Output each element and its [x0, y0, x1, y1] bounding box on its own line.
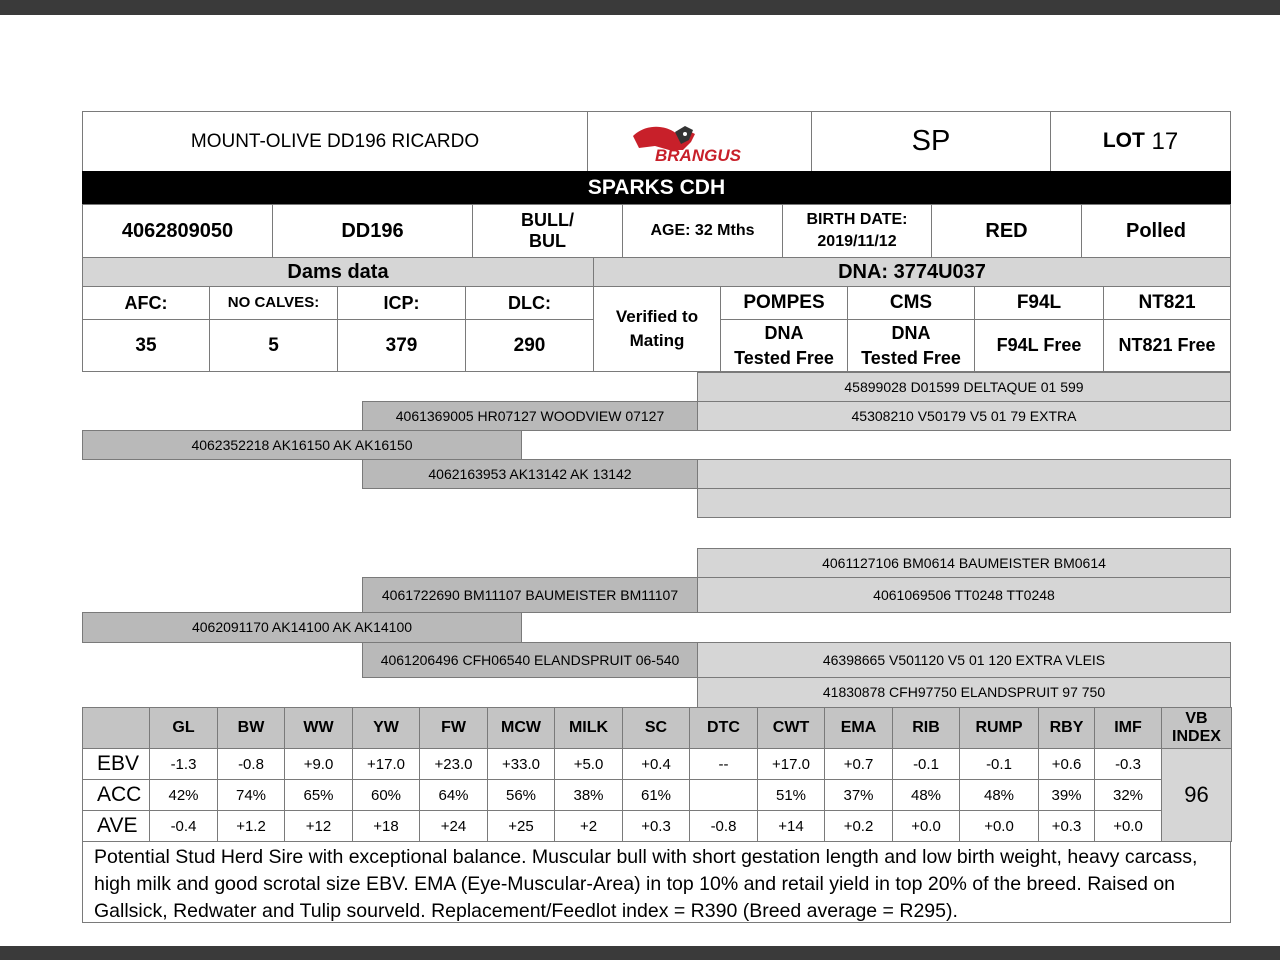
col-header: FW: [420, 708, 488, 749]
cms-result: [847, 319, 975, 372]
pompes-result-line1: DNA: [764, 322, 804, 343]
cms-result-line1: DNA: [891, 322, 931, 343]
table-cell: [690, 780, 758, 811]
vb-index-value: 96: [1162, 749, 1232, 842]
color-cell: [931, 204, 1082, 258]
table-cell: +0.6: [1039, 749, 1095, 780]
lot-number: 17: [1151, 127, 1179, 155]
table-cell: +25: [488, 811, 555, 842]
ped-sss-text: 45899028 D01599 DELTAQUE 01 599: [844, 378, 1084, 395]
top-window-bar: [0, 0, 1280, 15]
icp-header-text: ICP:: [383, 292, 420, 313]
icp-value: [337, 319, 466, 372]
table-cell: +17.0: [758, 749, 825, 780]
col-header: RIB: [893, 708, 960, 749]
nt821-result-text: NT821 Free: [1118, 335, 1216, 356]
afc-value-text: 35: [135, 334, 157, 356]
table-cell: -0.1: [893, 749, 960, 780]
no-calves-value-text: 5: [268, 334, 279, 356]
ped-dds-text: 46398665 V501120 V5 01 120 EXTRA VLEIS: [822, 651, 1106, 668]
table-cell: +23.0: [420, 749, 488, 780]
table-cell: +33.0: [488, 749, 555, 780]
birth-date-label: BIRTH DATE:: [806, 210, 908, 228]
table-cell: 65%: [285, 780, 353, 811]
table-cell: +12: [285, 811, 353, 842]
col-header: RUMP: [960, 708, 1039, 749]
col-header: RBY: [1039, 708, 1095, 749]
table-cell: 48%: [960, 780, 1039, 811]
afc-header-text: AFC:: [124, 292, 168, 313]
cms-header-text: CMS: [889, 292, 933, 314]
table-cell: 42%: [150, 780, 218, 811]
ped-ds-text: 4061722690 BM11107 BAUMEISTER BM11107: [381, 586, 679, 603]
tag-number-text: DD196: [341, 219, 404, 242]
ave-row: [83, 811, 1232, 842]
row-label: ACC: [83, 780, 150, 811]
acc-row: [83, 780, 1232, 811]
f94l-result: [974, 319, 1104, 372]
animal-name-text: MOUNT-OLIVE DD196 RICARDO: [190, 130, 480, 152]
table-cell: -0.4: [150, 811, 218, 842]
table-cell: 60%: [353, 780, 420, 811]
ebv-row: [83, 749, 1232, 780]
table-cell: 38%: [555, 780, 623, 811]
col-header: GL: [150, 708, 218, 749]
table-cell: -0.8: [218, 749, 285, 780]
f94l-header-text: F94L: [1016, 292, 1062, 314]
ped-dd-text: 4061206496 CFH06540 ELANDSPRUIT 06-540: [380, 651, 680, 668]
pedigree-sire-dam: [362, 459, 698, 489]
ebv-header-row: [83, 708, 1232, 749]
vb-label-line2: INDEX: [1172, 728, 1221, 745]
table-cell: 51%: [758, 780, 825, 811]
col-header: MCW: [488, 708, 555, 749]
code-text: SP: [911, 124, 951, 157]
ped-sd-text: 4062163953 AK13142 AK 13142: [428, 465, 632, 482]
breeder-bar: [82, 171, 1231, 205]
pedigree-sire-dam-sire: [697, 459, 1231, 489]
dams-title-text: Dams data: [287, 260, 389, 283]
horn-cell: [1081, 204, 1231, 258]
nt821-header-text: NT821: [1138, 292, 1196, 314]
table-cell: +0.3: [623, 811, 690, 842]
horn-text: Polled: [1125, 219, 1186, 242]
bull-logo-icon: [625, 120, 775, 164]
table-cell: +24: [420, 811, 488, 842]
svg-text:BRANGUS: BRANGUS: [654, 145, 741, 164]
row-label: AVE: [83, 811, 150, 842]
table-cell: +9.0: [285, 749, 353, 780]
tag-number: [272, 204, 473, 258]
table-cell: +17.0: [353, 749, 420, 780]
ped-ss-text: 4061369005 HR07127 WOODVIEW 07127: [395, 407, 665, 424]
ped-s-text: 4062352218 AK16150 AK AK16150: [191, 436, 413, 453]
table-cell: +5.0: [555, 749, 623, 780]
sex-line2: BUL: [529, 231, 566, 251]
pedigree-dam-sire-sire: [697, 548, 1231, 578]
vb-index-header: [1162, 708, 1232, 749]
brangus-logo: [587, 111, 812, 172]
vb-label-line1: VB: [1185, 710, 1208, 728]
bottom-window-bar: [0, 946, 1280, 960]
table-cell: +0.0: [1095, 811, 1162, 842]
ped-dsd-text: 4061069506 TT0248 TT0248: [873, 586, 1055, 603]
dlc-header: [465, 286, 594, 320]
table-cell: +18: [353, 811, 420, 842]
table-cell: +0.7: [825, 749, 893, 780]
reg-number-text: 4062809050: [121, 219, 234, 242]
pedigree-dam-sire-dam: [697, 577, 1231, 613]
table-cell: 37%: [825, 780, 893, 811]
animal-name: [82, 111, 588, 172]
no-calves-header: [209, 286, 338, 320]
pedigree-sire-sire-dam: [697, 401, 1231, 431]
birth-date-value: 2019/11/12: [817, 233, 897, 250]
dlc-value: [465, 319, 594, 372]
verified-to-mating: [593, 286, 721, 372]
table-cell: +0.4: [623, 749, 690, 780]
afc-value: [82, 319, 210, 372]
ebv-table: [82, 707, 1232, 842]
table-cell: 64%: [420, 780, 488, 811]
sex-line1: BULL/: [521, 210, 574, 231]
pedigree-dam: [82, 612, 522, 643]
description-box: [82, 841, 1231, 923]
pompes-header: [720, 286, 848, 320]
table-cell: -0.3: [1095, 749, 1162, 780]
nt821-header: [1103, 286, 1231, 320]
table-cell: 48%: [893, 780, 960, 811]
table-cell: 32%: [1095, 780, 1162, 811]
icp-value-text: 379: [385, 334, 418, 356]
table-cell: +2: [555, 811, 623, 842]
table-cell: -1.3: [150, 749, 218, 780]
age-cell: [622, 204, 783, 258]
verified-line1: Verified to: [615, 307, 699, 327]
col-header: MILK: [555, 708, 623, 749]
pompes-result: [720, 319, 848, 372]
table-cell: 61%: [623, 780, 690, 811]
birth-date-cell: [782, 204, 932, 258]
verified-line2: Mating: [629, 331, 685, 350]
table-cell: --: [690, 749, 758, 780]
pedigree-sire-sire: [362, 401, 698, 431]
col-header: IMF: [1095, 708, 1162, 749]
no-calves-value: [209, 319, 338, 372]
cms-header: [847, 286, 975, 320]
table-cell: +14: [758, 811, 825, 842]
f94l-header: [974, 286, 1104, 320]
pompes-result-line2: Tested Free: [734, 347, 834, 368]
table-cell: +0.0: [960, 811, 1039, 842]
pedigree-dam-sire: [362, 577, 698, 613]
afc-header: [82, 286, 210, 320]
pedigree-dam-dam-sire: [697, 642, 1231, 678]
pedigree-sire-sire-sire: [697, 372, 1231, 402]
description-text: Potential Stud Herd Sire with exceptional balance. Muscular bull with short gestation length and low birth weight, heavy carcass, high milk and good scrotal size EBV. EMA (Eye-Muscular-Area) in top 10% and retail yield in top 20% of the breed. Raised on Gallsick, Redwater and Tulip sourveld. Replacement/Feedlot index = R390 (Breed average = R295).: [94, 846, 1198, 922]
col-header: YW: [353, 708, 420, 749]
ped-ssd-text: 45308210 V50179 V5 01 79 EXTRA: [851, 407, 1077, 424]
no-calves-header-text: NO CALVES:: [227, 294, 320, 312]
ped-ddd-text: 41830878 CFH97750 ELANDSPRUIT 97 750: [822, 684, 1106, 701]
col-header: EMA: [825, 708, 893, 749]
col-header: CWT: [758, 708, 825, 749]
col-header: DTC: [690, 708, 758, 749]
cms-result-line2: Tested Free: [861, 347, 961, 368]
pedigree-dam-dam-dam: [697, 677, 1231, 708]
table-cell: +1.2: [218, 811, 285, 842]
code-cell: [811, 111, 1051, 172]
nt821-result: [1103, 319, 1231, 372]
row-label: EBV: [83, 749, 150, 780]
table-cell: -0.1: [960, 749, 1039, 780]
lot-cell: [1050, 111, 1231, 172]
table-cell: +0.3: [1039, 811, 1095, 842]
table-cell: 39%: [1039, 780, 1095, 811]
col-header: SC: [623, 708, 690, 749]
f94l-result-text: F94L Free: [996, 335, 1082, 356]
dna-title-text: DNA: 3774U037: [838, 260, 986, 283]
table-cell: 56%: [488, 780, 555, 811]
pompes-header-text: POMPES: [743, 292, 825, 314]
table-cell: +0.0: [893, 811, 960, 842]
table-cell: +0.2: [825, 811, 893, 842]
color-text: RED: [985, 219, 1028, 242]
pedigree-sire: [82, 430, 522, 460]
reg-number: [82, 204, 273, 258]
lot-label: LOT: [1102, 129, 1145, 153]
icp-header: [337, 286, 466, 320]
age-text: AGE: 32 Mths: [650, 221, 755, 239]
col-header: WW: [285, 708, 353, 749]
pedigree-sire-dam-dam: [697, 488, 1231, 518]
ped-d-text: 4062091170 AK14100 AK AK14100: [191, 619, 413, 636]
sex-cell: [472, 204, 623, 258]
table-cell: 74%: [218, 780, 285, 811]
pedigree-dam-dam: [362, 642, 698, 678]
ped-dss-text: 4061127106 BM0614 BAUMEISTER BM0614: [822, 554, 1106, 571]
ebv-corner: [83, 708, 150, 749]
breeder-text: SPARKS CDH: [587, 175, 726, 199]
dlc-value-text: 290: [513, 334, 546, 356]
col-header: BW: [218, 708, 285, 749]
table-cell: -0.8: [690, 811, 758, 842]
dna-title: [593, 257, 1231, 287]
dams-title: [82, 257, 594, 287]
dlc-header-text: DLC:: [508, 292, 551, 313]
